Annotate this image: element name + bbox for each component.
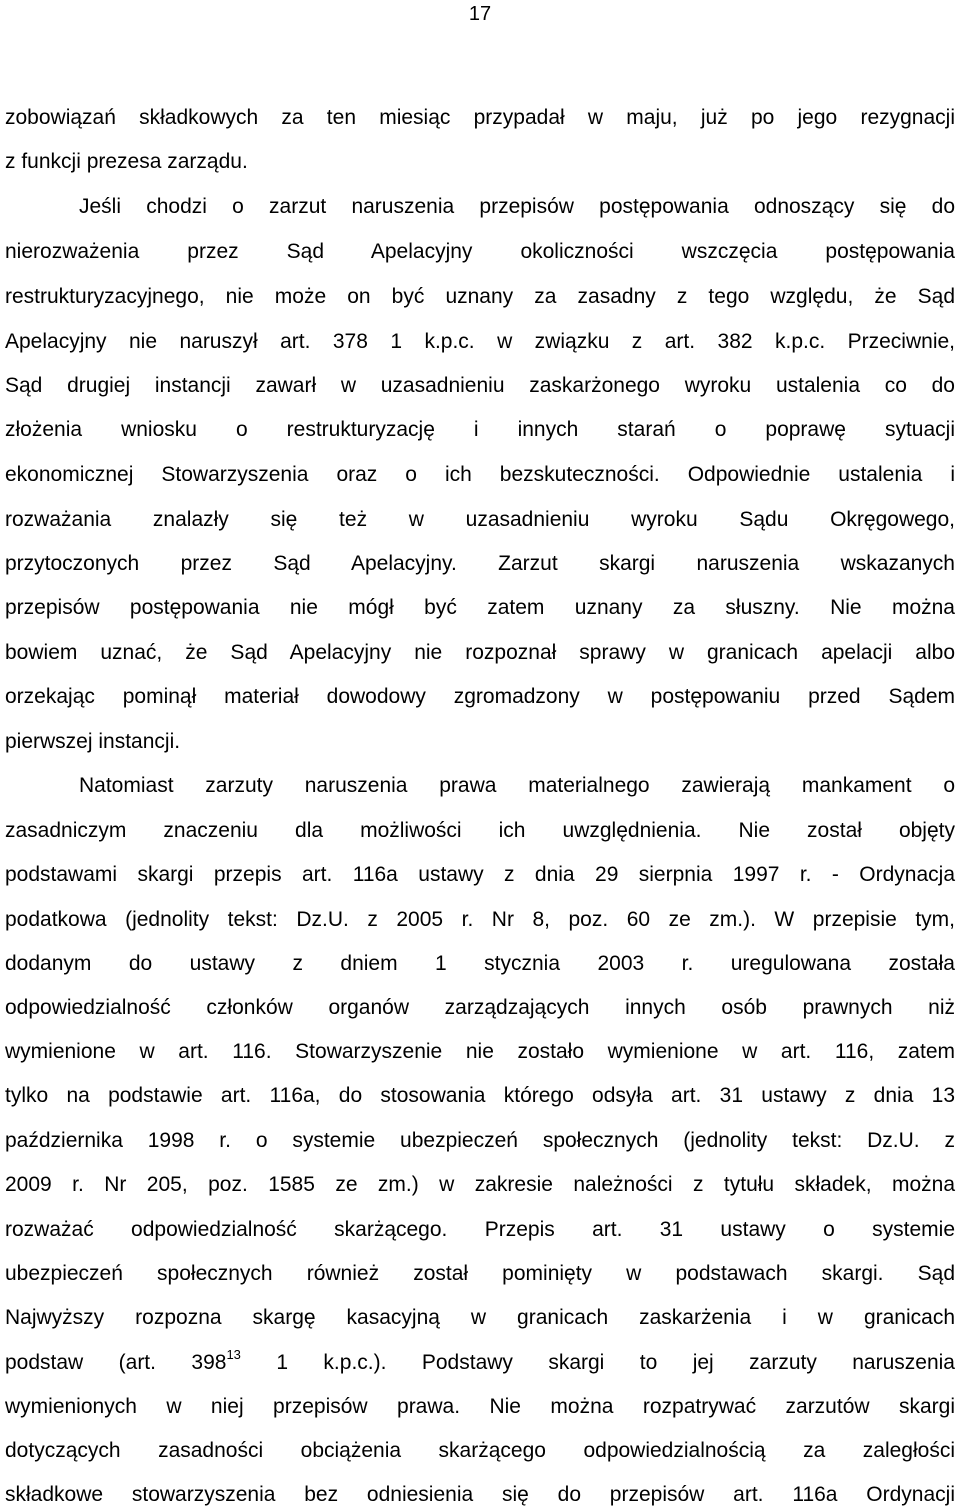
text-line: restrukturyzacyjnego, nie może on być uznany za zasadny z tego względu, że Sąd	[5, 285, 955, 308]
text-line: Natomiast zarzuty naruszenia prawa materialnego zawierają mankament o	[79, 774, 955, 797]
text-line: bowiem uznać, że Sąd Apelacyjny nie rozpoznał sprawy w granicach apelacji albo	[5, 641, 955, 664]
text-segment: 1 k.p.c.). Podstawy skargi to jej zarzuty naruszenia	[240, 1351, 955, 1374]
text-line: ekonomicznej Stowarzyszenia oraz o ich bezskuteczności. Odpowiednie ustalenia i	[5, 463, 955, 486]
text-line: tylko na podstawie art. 116a, do stosowania którego odsyła art. 31 ustawy z dnia 13	[5, 1084, 955, 1107]
text-line: odpowiedzialność członków organów zarządzających innych osób prawnych niż	[5, 996, 955, 1019]
text-line: przytoczonych przez Sąd Apelacyjny. Zarzut skargi naruszenia wskazanych	[5, 552, 955, 575]
text-line: zobowiązań składkowych za ten miesiąc przypadał w maju, już po jego rezygnacji	[5, 106, 955, 129]
text-line: zasadniczym znaczeniu dla możliwości ich uwzględnienia. Nie został objęty	[5, 819, 955, 842]
text-line: wymienione w art. 116. Stowarzyszenie nie zostało wymienione w art. 116, zatem	[5, 1040, 955, 1063]
text-line: nierozważenia przez Sąd Apelacyjny okoliczności wszczęcia postępowania	[5, 240, 955, 263]
text-line: rozważać odpowiedzialność skarżącego. Przepis art. 31 ustawy o systemie	[5, 1218, 955, 1241]
text-line: wymienionych w niej przepisów prawa. Nie można rozpatrywać zarzutów skargi	[5, 1395, 955, 1418]
text-line: dotyczących zasadności obciążenia skarżącego odpowiedzialnością za zaległości	[5, 1439, 955, 1462]
page-number: 17	[468, 3, 492, 25]
text-line: Najwyższy rozpozna skargę kasacyjną w granicach zaskarżenia i w granicach	[5, 1306, 955, 1329]
text-line: podatkowa (jednolity tekst: Dz.U. z 2005 r. Nr 8, poz. 60 ze zm.). W przepisie tym,	[5, 908, 955, 931]
text-line: przepisów postępowania nie mógł być zatem uznany za słuszny. Nie można	[5, 596, 955, 619]
text-line: pierwszej instancji.	[5, 730, 181, 753]
text-line: ubezpieczeń społecznych również został pominięty w podstawach skargi. Sąd	[5, 1262, 955, 1285]
text-line: orzekając pominął materiał dowodowy zgromadzony w postępowaniu przed Sądem	[5, 685, 955, 708]
text-line-with-superscript	[5, 1348, 955, 1378]
text-line: października 1998 r. o systemie ubezpieczeń społecznych (jednolity tekst: Dz.U. z	[5, 1129, 955, 1152]
text-line: Apelacyjny nie naruszył art. 378 1 k.p.c. w związku z art. 382 k.p.c. Przeciwnie,	[5, 330, 955, 353]
superscript: 13	[226, 1347, 241, 1362]
text-line: dodanym do ustawy z dniem 1 stycznia 2003 r. uregulowana została	[5, 952, 955, 975]
text-line: 2009 r. Nr 205, poz. 1585 ze zm.) w zakresie należności z tytułu składek, można	[5, 1173, 955, 1196]
text-line: z funkcji prezesa zarządu.	[5, 150, 248, 173]
text-segment: podstaw (art. 398	[5, 1351, 227, 1374]
text-line: Sąd drugiej instancji zawarł w uzasadnieniu zaskarżonego wyroku ustalenia co do	[5, 374, 955, 397]
text-line: składkowe stowarzyszenia bez odniesienia się do przepisów art. 116a Ordynacji	[5, 1483, 955, 1506]
text-line: podstawami skargi przepis art. 116a ustawy z dnia 29 sierpnia 1997 r. - Ordynacja	[5, 863, 955, 886]
text-line: Jeśli chodzi o zarzut naruszenia przepisów postępowania odnoszący się do	[79, 195, 955, 218]
text-line: złożenia wniosku o restrukturyzację i innych starań o poprawę sytuacji	[5, 418, 955, 441]
text-line: rozważania znalazły się też w uzasadnieniu wyroku Sądu Okręgowego,	[5, 508, 955, 531]
